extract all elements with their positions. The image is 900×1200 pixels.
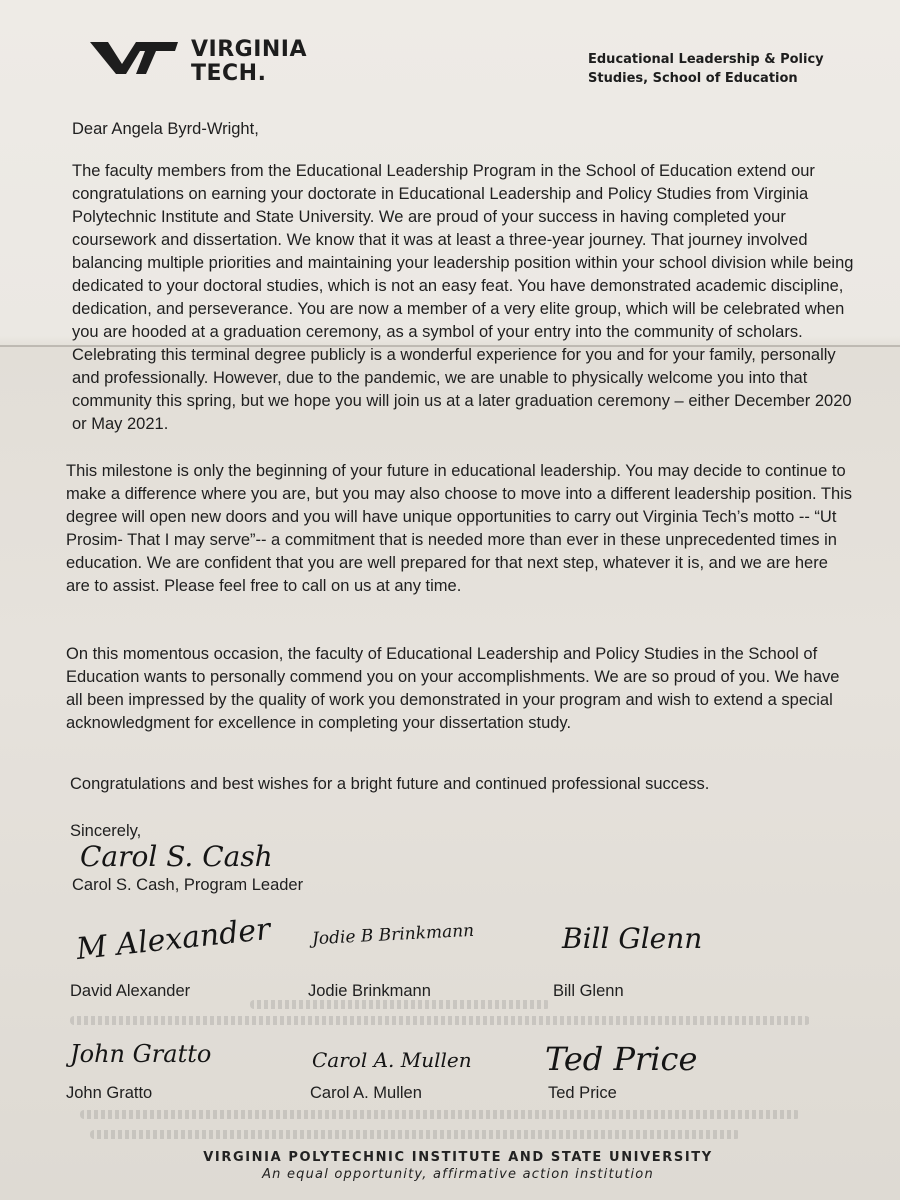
vt-logo xyxy=(88,38,358,88)
bleed-through-mark xyxy=(90,1130,740,1139)
paragraph-3: On this momentous occasion, the faculty of Educational Leadership and Policy Studies in the School of Education wants to personally commend you on your accomplishments. We are so proud of you. We have all been impressed by the quality of work you demonstrated in your program and wish to extend a special acknowledgment for excellence in completing your dissertation study. xyxy=(66,645,840,732)
signatory-name-mullen: Carol A. Mullen xyxy=(310,1084,422,1102)
bleed-through-mark xyxy=(250,1000,550,1009)
signature-ted-price: Ted Price xyxy=(545,1040,698,1078)
wordmark-line2: TECH. xyxy=(191,61,267,86)
footer-institution: VIRGINIA POLYTECHNIC INSTITUTE AND STATE UNIVERSITY xyxy=(203,1150,713,1165)
vt-wordmark xyxy=(191,38,307,86)
vt-logo-mark xyxy=(88,40,180,76)
signatory-name-alexander: David Alexander xyxy=(70,982,191,1000)
closing: Sincerely, xyxy=(70,822,142,840)
signature-john-gratto: John Gratto xyxy=(70,1040,212,1068)
signature-carol-mullen: Carol A. Mullen xyxy=(312,1048,472,1072)
footer-tagline: An equal opportunity, affirmative action institution xyxy=(262,1167,654,1182)
paragraph-2: This milestone is only the beginning of your future in educational leadership. You may decide to continue to make a difference where you are, but you may also choose to move into a different leadership position. This degree will open new doors and you will have unique opportunities to carry out Virginia Tech’s motto -- “Ut Prosim- That I may serve”-- a commitment that is needed more than ever in these unprecedented times in education. We are confident that you are well prepared for that next step, whatever it is, and we are here are to assist. Please feel free to call on us at any time. xyxy=(66,462,853,595)
signatory-name-brinkmann: Jodie Brinkmann xyxy=(308,982,431,1000)
signature-carol-cash: Carol S. Cash xyxy=(80,840,273,873)
greeting: Dear Angela Byrd-Wright, xyxy=(72,120,259,138)
signatory-name-glenn: Bill Glenn xyxy=(553,982,624,1000)
department-line2: Studies, School of Education xyxy=(588,71,798,86)
wordmark-line1: VIRGINIA xyxy=(191,37,308,62)
signatory-name-gratto: John Gratto xyxy=(66,1084,153,1102)
bleed-through-mark xyxy=(80,1110,800,1119)
signature-bill-glenn: Bill Glenn xyxy=(562,922,703,955)
paragraph-1: The faculty members from the Educational Leadership Program in the School of Education extend our congratulations on earning your doctorate in Educational Leadership and Policy Studies from Virginia Polytechnic Institute and State University. We are proud of your success in having completed your coursework and dissertation. We know that it was at least a three-year journey. That journey involved balancing multiple priorities and maintaining your leadership position within your school division while being dedicated to your doctoral studies, which is not an easy feat. You have demonstrated academic discipline, dedication, and perseverance. You are now a member of a very elite group, which will be celebrated when you are hooded at a graduation ceremony, as a symbol of your entry into the community of scholars. Celebrating this terminal degree publicly is a wonderful experience for you and for your family, personally and professionally. However, due to the pandemic, we are unable to physically welcome you into that community this spring, but we hope you will join us at a later graduation ceremony – either December 2020 or May 2021. xyxy=(72,162,854,433)
signature-david-alexander: M Alexander xyxy=(74,911,272,968)
signatory-name-price: Ted Price xyxy=(548,1084,617,1102)
department-line1: Educational Leadership & Policy xyxy=(588,52,824,67)
paragraph-4: Congratulations and best wishes for a bright future and continued professional success. xyxy=(70,775,710,793)
signatory-name-leader: Carol S. Cash, Program Leader xyxy=(72,876,304,894)
department-header xyxy=(588,50,848,88)
bleed-through-mark xyxy=(70,1016,810,1025)
signature-jodie-brinkmann: Jodie B Brinkmann xyxy=(311,920,475,950)
